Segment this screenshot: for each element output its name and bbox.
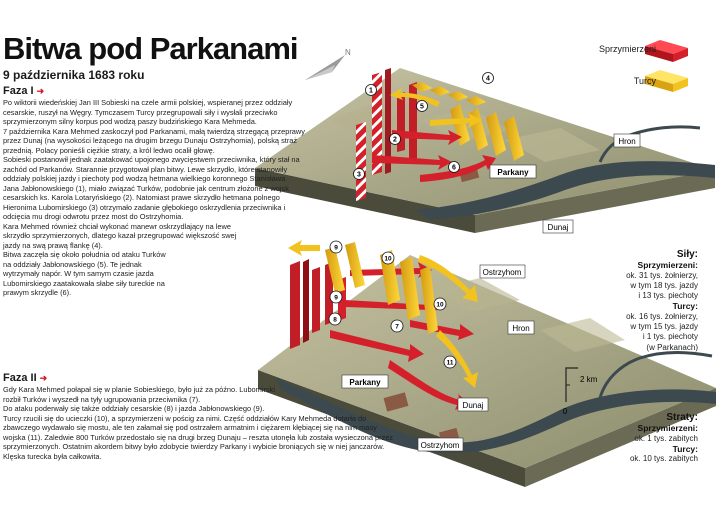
scale-km: 2 km xyxy=(580,375,598,384)
marker-1: 1 xyxy=(369,87,373,95)
marker-3: 3 xyxy=(357,171,361,179)
phase1-text xyxy=(3,98,323,298)
map1-label-hron: Hron xyxy=(618,137,636,146)
marker-4: 4 xyxy=(486,75,490,83)
forces-panel xyxy=(626,250,698,353)
forces-heading: Siły: xyxy=(676,249,698,260)
legend-allies-label: Sprzymierzeni xyxy=(598,44,656,54)
forces-allies-label: Sprzymierzeni: xyxy=(637,260,698,271)
page-title: Bitwa pod Parkanami xyxy=(3,31,298,66)
phase1-paragraph: 7 października Kara Mehmed zaskoczył pod Parkanami, małą twierdzą strzegącą przeprawy przez Dunaj (na wysokości leżącego na drugim brzegu Dunaju Ostrzyhomia), polską straż przednią. Polacy ponieśli ciężkie straty, a król ledwo ocalił głowę. xyxy=(3,126,305,155)
marker-2: 2 xyxy=(393,136,397,144)
marker-11: 11 xyxy=(446,359,454,367)
losses-heading: Straty: xyxy=(666,412,698,423)
losses-panel xyxy=(630,413,698,464)
page-subtitle: 9 października 1683 roku xyxy=(3,68,145,82)
map2-label-ostrzyhom: Ostrzyhom xyxy=(420,441,460,450)
forces-turks-label: Turcy: xyxy=(672,301,698,312)
losses-allies-line: ok. 1 tys. zabitych xyxy=(634,433,698,443)
arrow-icon: ➜ xyxy=(39,373,48,383)
map2-label-dunaj: Dunaj xyxy=(462,401,484,410)
marker-9b: 9 xyxy=(334,294,338,302)
marker-9a: 9 xyxy=(334,244,338,252)
phase2-paragraph: Do ataku poderwały się także oddziały cesarskie (8) i jazda Jabłonowskiego (9). xyxy=(3,404,265,413)
scale-zero: 0 xyxy=(562,407,568,416)
marker-10a: 10 xyxy=(384,255,392,263)
marker-6: 6 xyxy=(452,164,456,172)
forces-allies-line: i 13 tys. piechoty xyxy=(638,291,698,301)
map-phase1 xyxy=(255,68,715,278)
forces-turks-line: ok. 16 tys. żołnierzy, xyxy=(626,311,698,321)
losses-turks-line: ok. 10 tys. zabitych xyxy=(629,454,698,464)
phase2-paragraph: Gdy Kara Mehmed połapał się w planie Sobieskiego, było już za późno. Lubomirski rozbił Turków i wyszedł na tyły ugrupowania przeciwnika (7). xyxy=(3,385,275,404)
marker-7: 7 xyxy=(395,323,399,331)
forces-allies-line: ok. 31 tys. żołnierzy, xyxy=(626,270,698,280)
phase2-paragraph: Turcy rzucili się do ucieczki (10), a sprzymierzeni w pościg za nimi. Część oddziałów Kary Mehmeda dotarła do zbawczego wydawało się mostu, ale ten załamał się pod ostrzałem armatnim i ciężarem kłębiącej się na nim masy wojska (11). Zaledwie 800 Turków przedostało się na drugi brzeg Dunaju – reszta utonęła lub została wysieczona przez sprzymierzonych. Ostatnim akordem bitwy było zdobycie twierdzy Parkany i wybicie broniących się w niej janczarów. Klęska turecka była całkowita. xyxy=(3,413,394,461)
phase1-heading xyxy=(3,85,44,97)
phase1-paragraph: Bitwa zaczęła się około południa od ataku Turków na oddziały Jabłonowskiego (5). Te jednak wytrzymały napór. W tym samym czasie jazda Lubomirskiego zaatakowała słabe siły tureckie na prawym skrzydle (6). xyxy=(3,250,166,297)
map2-label-hron: Hron xyxy=(512,324,530,333)
losses-turks-label: Turcy: xyxy=(672,443,698,454)
losses-allies-label: Sprzymierzeni: xyxy=(637,423,698,434)
marker-8: 8 xyxy=(333,316,337,324)
legend-turks xyxy=(634,76,704,86)
phase2-heading xyxy=(3,372,47,384)
phase1-paragraph: Kara Mehmed również chciał wykonać manewr oskrzydlający na lewe skrzydło sprzymierzonych, dlatego kazał przegrupować większość swej jazdy na swą prawą flankę (4). xyxy=(3,221,237,250)
phase1-heading-text: Faza I xyxy=(3,85,34,97)
forces-turks-line: w tym 15 tys. jazdy xyxy=(630,322,698,332)
legend-turks-label: Turcy xyxy=(633,76,656,86)
phase1-paragraph: Po wiktorii wiedeńskiej Jan III Sobieski na czele armii polskiej, wspieranej przez oddziały cesarskie, ruszył na Węgry. Tymczasem Turcy przegrupowali siły i wysłali przeciwko sprzymierzonym silny korpus pod wodzą paszy budzińskiego Kara Mehmeda. xyxy=(3,98,293,126)
north-arrow-icon xyxy=(305,48,351,80)
map2-label-parkany: Parkany xyxy=(349,378,381,387)
marker-10b: 10 xyxy=(436,301,444,309)
arrow-icon: ➜ xyxy=(36,86,45,96)
map1-label-dunaj: Dunaj xyxy=(547,223,569,232)
legend-allies xyxy=(599,44,704,54)
map1-label-ostrzyhom: Ostrzyhom xyxy=(482,268,522,277)
forces-allies-line: w tym 18 tys. jazdy xyxy=(630,280,698,290)
map1-label-parkany: Parkany xyxy=(497,168,529,177)
phase2-heading-text: Faza II xyxy=(3,372,37,384)
phase1-paragraph: Sobieski postanowił jednak zaatakować upojonego zwycięstwem przeciwnika, który stał na zachód od Parkanów. Starannie przygotował plan bitwy. Lewe skrzydło, które stanowiły oddziały polskiej jazdy i piechoty pod wodzą hetmana wielkiego koronnego Stanisława Jana Jabłonowskiego (1), miało związać Turków, podobnie jak centrum złożone z wojsk cesarskich ks. Karola Lotaryńskiego (2). Natomiast prawe skrzydło hetmana polnego Hieronima Lubomirskiego (3) otrzymało zadanie głębokiego oskrzydlenia przeciwnika i odcięcia mu drogi odwrotu przez most do Ostrzyhomia. xyxy=(3,155,300,221)
phase2-text xyxy=(3,385,398,461)
north-label: N xyxy=(345,48,351,57)
forces-turks-line: i 1 tys. piechoty xyxy=(642,332,698,342)
forces-turks-line: (w Parkanach) xyxy=(646,342,698,352)
marker-5: 5 xyxy=(420,103,424,111)
